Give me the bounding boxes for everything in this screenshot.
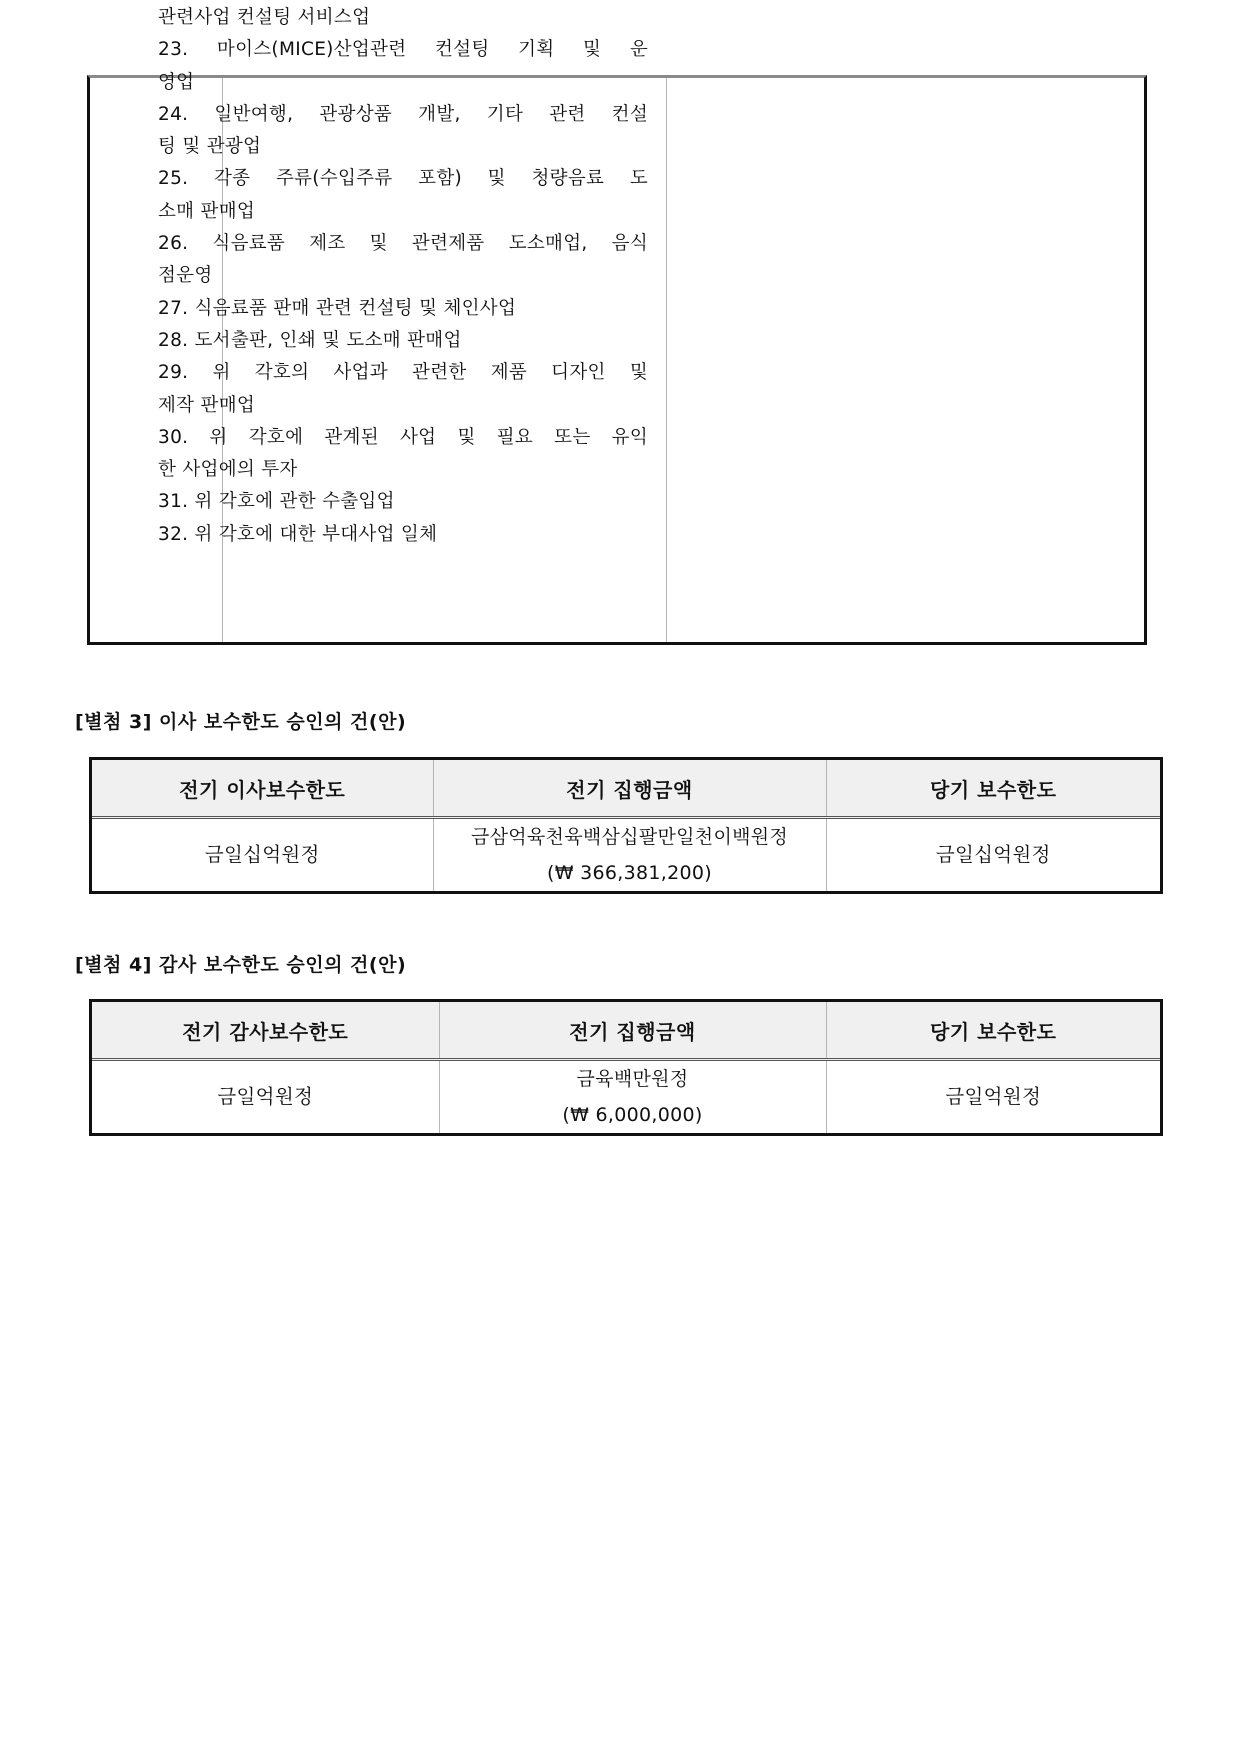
table-row	[92, 818, 1160, 892]
list-item	[158, 228, 648, 293]
header-executed-amount: 전기 집행금액	[433, 760, 826, 818]
cell-executed-amount	[433, 818, 826, 892]
cell-prev-limit: 금일십억원정	[92, 818, 433, 892]
executed-amount-number: (₩ 366,381,200)	[546, 862, 713, 884]
cell-prev-limit: 금일억원정	[92, 1060, 439, 1134]
executed-amount-text: 금삼억육천육백삼십팔만일천이백원정	[470, 826, 789, 848]
list-item-line: 소매 판매업	[158, 200, 256, 222]
header-executed-amount: 전기 집행금액	[439, 1002, 826, 1060]
attachment4-heading: [별첨 4] 감사 보수한도 승인의 건(안)	[75, 954, 407, 976]
header-prev-limit: 전기 이사보수한도	[92, 760, 433, 818]
list-item	[158, 519, 648, 551]
list-item-line: 29. 위 각호의 사업과 관련한 제품 디자인 및	[158, 362, 648, 384]
list-item-line: 23. 마이스(MICE)산업관련 컨설팅 기획 및 운	[158, 39, 648, 61]
header-current-limit: 당기 보수한도	[826, 760, 1160, 818]
list-item-line: 점운영	[158, 265, 213, 287]
list-item	[158, 99, 648, 164]
executed-amount-number: (₩ 6,000,000)	[562, 1104, 703, 1126]
list-item-line: 31. 위 각호에 관한 수출입업	[158, 491, 395, 513]
list-item	[158, 163, 648, 228]
list-item	[158, 422, 648, 487]
cell-current-limit: 금일십억원정	[935, 843, 1051, 866]
list-item-line: 25. 각종 주류(수입주류 포함) 및 청량음료 도	[158, 168, 648, 190]
list-item-line: 24. 일반여행, 관광상품 개발, 기타 관련 컨설	[158, 103, 648, 125]
executed-amount-text: 금육백만원정	[576, 1068, 689, 1090]
list-item-line: 27. 식음료품 판매 관련 컨설팅 및 체인사업	[158, 297, 517, 319]
header-prev-limit: 전기 감사보수한도	[92, 1002, 439, 1060]
business-purpose-list	[158, 2, 648, 551]
table-header-row	[92, 760, 1160, 818]
auditor-compensation-table	[89, 999, 1163, 1136]
list-item-line: 팅 및 관광업	[158, 136, 262, 158]
list-item	[158, 357, 648, 422]
header-current-limit: 당기 보수한도	[826, 1002, 1160, 1060]
list-item-line: 관련사업 컨설팅 서비스업	[158, 7, 371, 28]
list-item-line: 28. 도서출판, 인쇄 및 도소매 판매업	[158, 329, 462, 351]
list-item	[158, 486, 648, 518]
list-item	[158, 2, 648, 34]
list-item	[158, 325, 648, 357]
cell-executed-amount	[439, 1060, 826, 1134]
list-item-line: 한 사업에의 투자	[158, 459, 298, 481]
list-item	[158, 34, 648, 99]
director-compensation-table	[89, 757, 1163, 894]
purpose-table-right-column	[666, 78, 1144, 642]
attachment3-heading: [별첨 3] 이사 보수한도 승인의 건(안)	[75, 711, 407, 733]
cell-current-limit: 금일억원정	[945, 1085, 1042, 1108]
list-item-line: 영업	[158, 71, 195, 93]
list-item-line: 30. 위 각호에 관계된 사업 및 필요 또는 유익	[158, 426, 648, 448]
list-item	[158, 293, 648, 325]
list-item-line: 26. 식음료품 제조 및 관련제품 도소매업, 음식	[158, 233, 648, 255]
list-item-line: 제작 판매업	[158, 394, 256, 416]
table-header-row	[92, 1002, 1160, 1060]
table-row	[92, 1060, 1160, 1134]
list-item-line: 32. 위 각호에 대한 부대사업 일체	[158, 523, 438, 545]
